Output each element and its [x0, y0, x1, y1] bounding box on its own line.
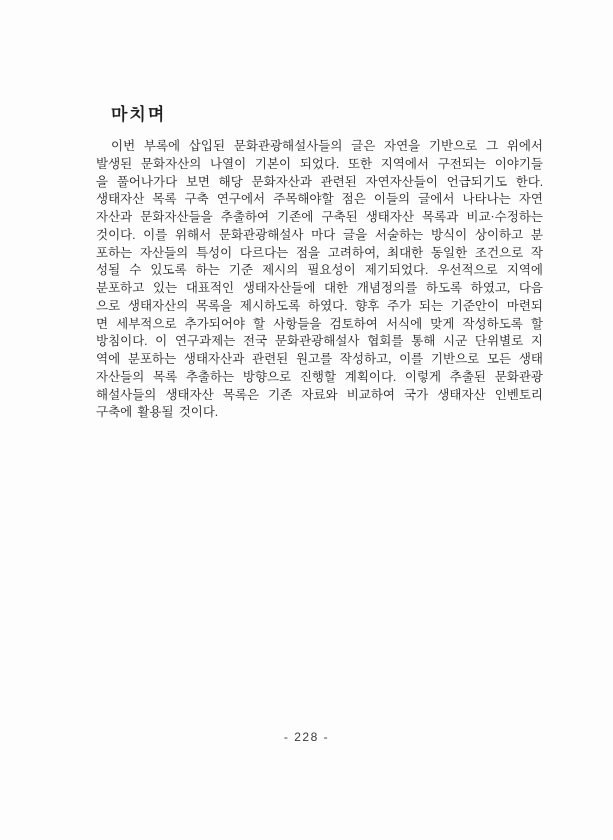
paragraph-line: 생태자산 목록 구축 연구에서 주목해야할 점은 이들의 글에서 나타나는 자연	[96, 192, 543, 207]
paragraph-line: 방침이다. 이 연구과제는 전국 문화관광해설사 협회를 통해 시군 단위별로 지	[96, 334, 543, 349]
paragraph-line: 자산과 문화자산들을 추출하여 기존에 구축된 생태자산 목록과 비교·수정하는	[96, 210, 543, 224]
page-number: - 228 -	[283, 730, 330, 744]
paragraph-line: 성될 수 있도록 하는 기준 제시의 필요성이 제기되었다. 우선적으로 지역에	[96, 263, 543, 278]
paragraph-line: 으로 생태자산의 목록을 제시하도록 하였다. 향후 주가 되는 기준안이 마련되	[96, 298, 543, 313]
paragraph-line: 역에 분포하는 생태자산과 관련된 원고를 작성하고, 이를 기반으로 모든 생태	[96, 352, 543, 366]
section-title: 마치며	[111, 105, 167, 125]
paragraph-line: 이번 부록에 삽입된 문화관광해설사들의 글은 자연을 기반으로 그 위에서	[111, 139, 543, 153]
paragraph-line: 구축에 활용될 것이다.	[96, 405, 219, 420]
paragraph-line: 포하는 자산들의 특성이 다르다는 점을 고려하여, 최대한 동일한 조건으로 작	[96, 245, 543, 260]
paragraph-line: 것이다. 이를 위해서 문화관광해설사 마다 글을 서술하는 방식이 상이하고 분	[96, 227, 543, 242]
paragraph-line: 발생된 문화자산의 나열이 기본이 되었다. 또한 지역에서 구전되는 이야기들	[96, 156, 543, 171]
paragraph-line: 면 세부적으로 추가되어야 할 사항들을 검토하여 서식에 맞게 작성하도록 할	[96, 316, 543, 331]
paragraph-line: 을 풀어나가다 보면 해당 문화자산과 관련된 자연자산들이 언급되기도 한다.	[96, 174, 543, 189]
paragraph-line: 해설사들의 생태자산 목록은 기존 자료와 비교하여 국가 생태자산 인벤토리	[96, 387, 543, 402]
paragraph-line: 분포하고 있는 대표적인 생태자산들에 대한 개념정의를 하도록 하였고, 다음	[96, 281, 543, 295]
body-paragraph	[96, 138, 543, 422]
paragraph-line: 자산들의 목록 추출하는 방향으로 진행할 계획이다. 이렇게 추출된 문화관광	[96, 369, 543, 384]
